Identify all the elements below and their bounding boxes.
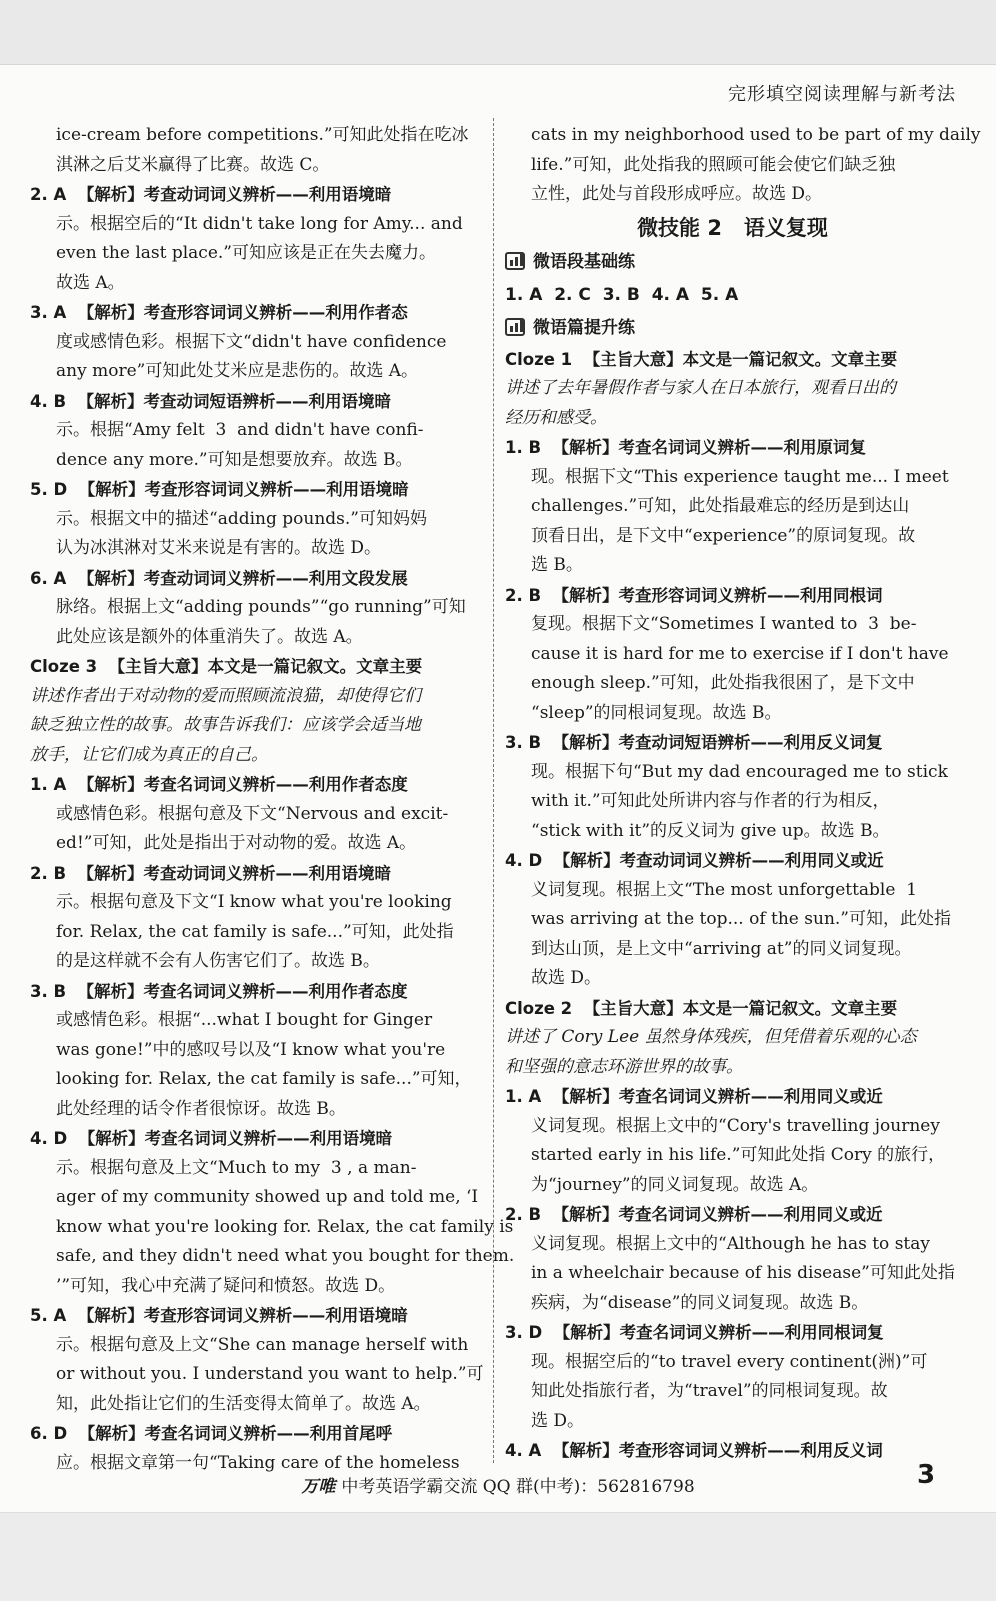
footer-text: 中考英语学霸交流 QQ 群(中考)：562816798	[341, 1477, 695, 1497]
text-line: “sleep”的同根词复现。故选 B。	[531, 702, 782, 723]
summary-line: 讲述作者出于对动物的爱而照顾流浪猫，却使得它们	[30, 685, 421, 706]
summary-line: 和坚强的意志环游世界的故事。	[505, 1056, 743, 1077]
text-line: 为“journey”的同义词复现。故选 A。	[531, 1174, 819, 1195]
text-line: 知，此处指让它们的生活变得太简单了。故选 A。	[56, 1393, 431, 1414]
answer-item-heading: 1. B 【解析】考查名词词义辨析——利用原词复	[505, 438, 867, 457]
text-line: looking for. Relax, the cat family is safe...”可知，	[56, 1069, 472, 1089]
text-line: 到达山顶，是上文中“arriving at”的同义词复现。	[531, 938, 912, 959]
footer	[0, 1472, 996, 1497]
text-line: 认为冰淇淋对艾米来说是有害的。故选 D。	[56, 538, 382, 558]
summary-line: 经历和感受。	[505, 407, 607, 428]
text-line: or without you. I understand you want to help.”可	[56, 1364, 484, 1384]
text-line: 故选 A。	[56, 272, 125, 293]
text-line: started early in his life.”可知此处指 Cory 的旅行，	[531, 1145, 946, 1165]
footer-brand: 万唯	[301, 1477, 336, 1497]
text-line: 应。根据文章第一句“Taking care of the homeless	[56, 1452, 460, 1473]
answer-item-heading: 3. B 【解析】考查动词短语辨析——利用反义词复	[505, 733, 883, 752]
summary-line: 讲述了去年暑假作者与家人在日本旅行，观看日出的	[505, 378, 896, 398]
text-line: 顶看日出，是下文中“experience”的原词复现。故	[531, 525, 916, 546]
text-line: challenges.”可知，此处指最难忘的经历是到达山	[531, 496, 910, 516]
text-line: 立性，此处与首段形成呼应。故选 D。	[531, 184, 823, 204]
section-title: 微技能 2 语义复现	[637, 215, 828, 240]
text-line: 义词复现。根据上文中的“Although he has to stay	[531, 1233, 930, 1254]
text-line: 疾病，为“disease”的同义词复现。故选 B。	[531, 1292, 869, 1313]
bar-chart-icon	[505, 318, 525, 336]
text-line: 或感情色彩。根据“...what I bought for Ginger	[56, 1010, 433, 1030]
text-line: ’”可知，我心中充满了疑问和愤怒。故选 D。	[56, 1275, 396, 1296]
text-line: “stick with it”的反义词为 give up。故选 B。	[531, 820, 890, 841]
summary-line: 缺乏独立性的故事。故事告诉我们：应该学会适当地	[30, 715, 421, 735]
text-line: 现。根据下文“This experience taught me... I meet	[531, 466, 949, 487]
text-line: 示。根据句意及下文“I know what you're looking	[56, 892, 452, 912]
sub-heading-text: 微语篇提升练	[533, 317, 635, 338]
answer-item-heading: 3. B 【解析】考查名词词义辨析——利用作者态度	[30, 981, 408, 1001]
text-line: safe, and they didn't need what you bought for them.	[56, 1246, 515, 1266]
answer-item-heading: 2. A 【解析】考查动词词义辨析——利用语境暗	[30, 185, 392, 204]
text-line: ager of my community showed up and told me, ‘I	[56, 1187, 479, 1207]
text-line: 的是这样就不会有人伤害它们了。故选 B。	[56, 951, 380, 971]
answer-item-heading: 6. D 【解析】考查名词词义辨析——利用首尾呼	[30, 1424, 393, 1443]
text-line: 故选 D。	[531, 968, 602, 988]
summary-line: 放手，让它们成为真正的自己。	[30, 744, 268, 765]
text-line: 复现。根据下文“Sometimes I wanted to 3 be-	[531, 614, 917, 634]
cloze-heading: Cloze 1 【主旨大意】本文是一篇记叙文。文章主要	[505, 349, 898, 369]
answer-item-heading: 4. A 【解析】考查形容词词义辨析——利用反义词	[505, 1441, 883, 1460]
text-line: 示。根据句意及上文“She can manage herself with	[56, 1334, 469, 1355]
text-line: 知此处指旅行者，为“travel”的同根词复现。故	[531, 1381, 888, 1401]
cloze-heading: Cloze 3 【主旨大意】本文是一篇记叙文。文章主要	[30, 657, 423, 676]
sub-heading	[505, 246, 960, 279]
answer-key: 1. A 2. C 3. B 4. A 5. A	[505, 284, 739, 305]
answer-item-heading: 3. A 【解析】考查形容词词义辨析——利用作者态	[30, 303, 408, 322]
text-line: enough sleep.”可知，此处指我很困了，是下文中	[531, 673, 915, 693]
answer-item-heading: 4. B 【解析】考查动词短语辨析——利用语境暗	[30, 391, 392, 411]
answer-item-heading: 5. A 【解析】考查形容词词义辨析——利用语境暗	[30, 1306, 408, 1325]
text-line: was arriving at the top... of the sun.”可知，此处指	[531, 909, 951, 929]
summary-line: 讲述了 Cory Lee 虽然身体残疾，但凭借着乐观的心态	[505, 1027, 917, 1047]
answer-item-heading: 2. B 【解析】考查动词词义辨析——利用语境暗	[30, 863, 392, 883]
answer-item-heading: 4. D 【解析】考查动词词义辨析——利用同义或近	[505, 851, 884, 870]
text-line: even the last place.”可知应该是正在失去魔力。	[56, 243, 436, 263]
text-line: for. Relax, the cat family is safe...”可知，此处指	[56, 921, 454, 942]
text-line: 脉络。根据上文“adding pounds”“go running”可知	[56, 597, 466, 617]
answer-item-heading: 6. A 【解析】考查动词词义辨析——利用文段发展	[30, 568, 408, 588]
text-line: 度或感情色彩。根据下文“didn't have confidence	[56, 331, 447, 352]
bottom-scan-band	[0, 1512, 996, 1601]
text-line: 现。根据空后的“to travel every continent(洲)”可	[531, 1351, 928, 1372]
text-line: ice-cream before competitions.”可知此处指在吃冰	[56, 125, 469, 145]
text-line: dence any more.”可知是想要放弃。故选 B。	[56, 449, 413, 470]
text-line: ed!”可知，此处是指出于对动物的爱。故选 A。	[56, 833, 417, 853]
answer-item-heading: 3. D 【解析】考查名词词义辨析——利用同根词复	[505, 1323, 884, 1342]
cloze-heading: Cloze 2 【主旨大意】本文是一篇记叙文。文章主要	[505, 998, 898, 1018]
text-line: 或感情色彩。根据句意及下文“Nervous and excit-	[56, 803, 449, 824]
sub-heading-text: 微语段基础练	[533, 251, 635, 272]
text-line: 淇淋之后艾米赢得了比赛。故选 C。	[56, 154, 330, 175]
text-line: 选 D。	[531, 1410, 585, 1431]
answer-item-heading: 4. D 【解析】考查名词词义辨析——利用语境暗	[30, 1129, 393, 1148]
column-divider	[493, 118, 495, 1463]
text-line: 示。根据句意及上文“Much to my 3 , a man-	[56, 1157, 417, 1178]
text-line: 此处经理的话令作者很惊讶。故选 B。	[56, 1098, 346, 1119]
text-line: 义词复现。根据上文“The most unforgettable 1	[531, 879, 918, 900]
text-line: cats in my neighborhood used to be part of my daily	[531, 125, 981, 145]
answer-item-heading: 1. A 【解析】考查名词词义辨析——利用同义或近	[505, 1087, 883, 1106]
text-line: in a wheelchair because of his disease”可知此处指	[531, 1263, 955, 1283]
bar-chart-icon	[505, 252, 525, 270]
text-line: know what you're looking for. Relax, the cat family is	[56, 1216, 514, 1237]
answer-item-heading: 5. D 【解析】考查形容词词义辨析——利用语境暗	[30, 480, 409, 499]
text-line: cause it is hard for me to exercise if I don't have	[531, 643, 949, 664]
left-column	[30, 121, 515, 1478]
answer-item-heading: 1. A 【解析】考查名词词义辨析——利用作者态度	[30, 775, 408, 794]
sub-heading	[505, 312, 960, 345]
text-line: 示。根据“Amy felt 3 and didn't have confi-	[56, 420, 424, 440]
text-line: any more”可知此处艾米应是悲伤的。故选 A。	[56, 361, 419, 381]
text-line: 示。根据文中的描述“adding pounds.”可知妈妈	[56, 508, 427, 529]
text-line: 示。根据空后的“It didn't take long for Amy... and	[56, 213, 463, 234]
text-line: 义词复现。根据上文中的“Cory's travelling journey	[531, 1115, 940, 1136]
text-line: 现。根据下句“But my dad encouraged me to stick	[531, 761, 948, 782]
text-line: 选 B。	[531, 555, 583, 575]
page-number: 3	[917, 1460, 936, 1490]
text-line: was gone!”中的感叹号以及“I know what you're	[56, 1039, 446, 1060]
right-column	[505, 121, 981, 1466]
text-line: life.”可知，此处指我的照顾可能会使它们缺乏独	[531, 154, 896, 175]
text-line: 此处应该是额外的体重消失了。故选 A。	[56, 626, 363, 647]
text-line: with it.”可知此处所讲内容与作者的行为相反，	[531, 791, 890, 811]
running-header: 完形填空阅读理解与新考法	[728, 84, 956, 105]
answer-item-heading: 2. B 【解析】考查形容词词义辨析——利用同根词	[505, 585, 883, 605]
answer-item-heading: 2. B 【解析】考查名词词义辨析——利用同义或近	[505, 1205, 883, 1224]
top-scan-band	[0, 0, 996, 65]
